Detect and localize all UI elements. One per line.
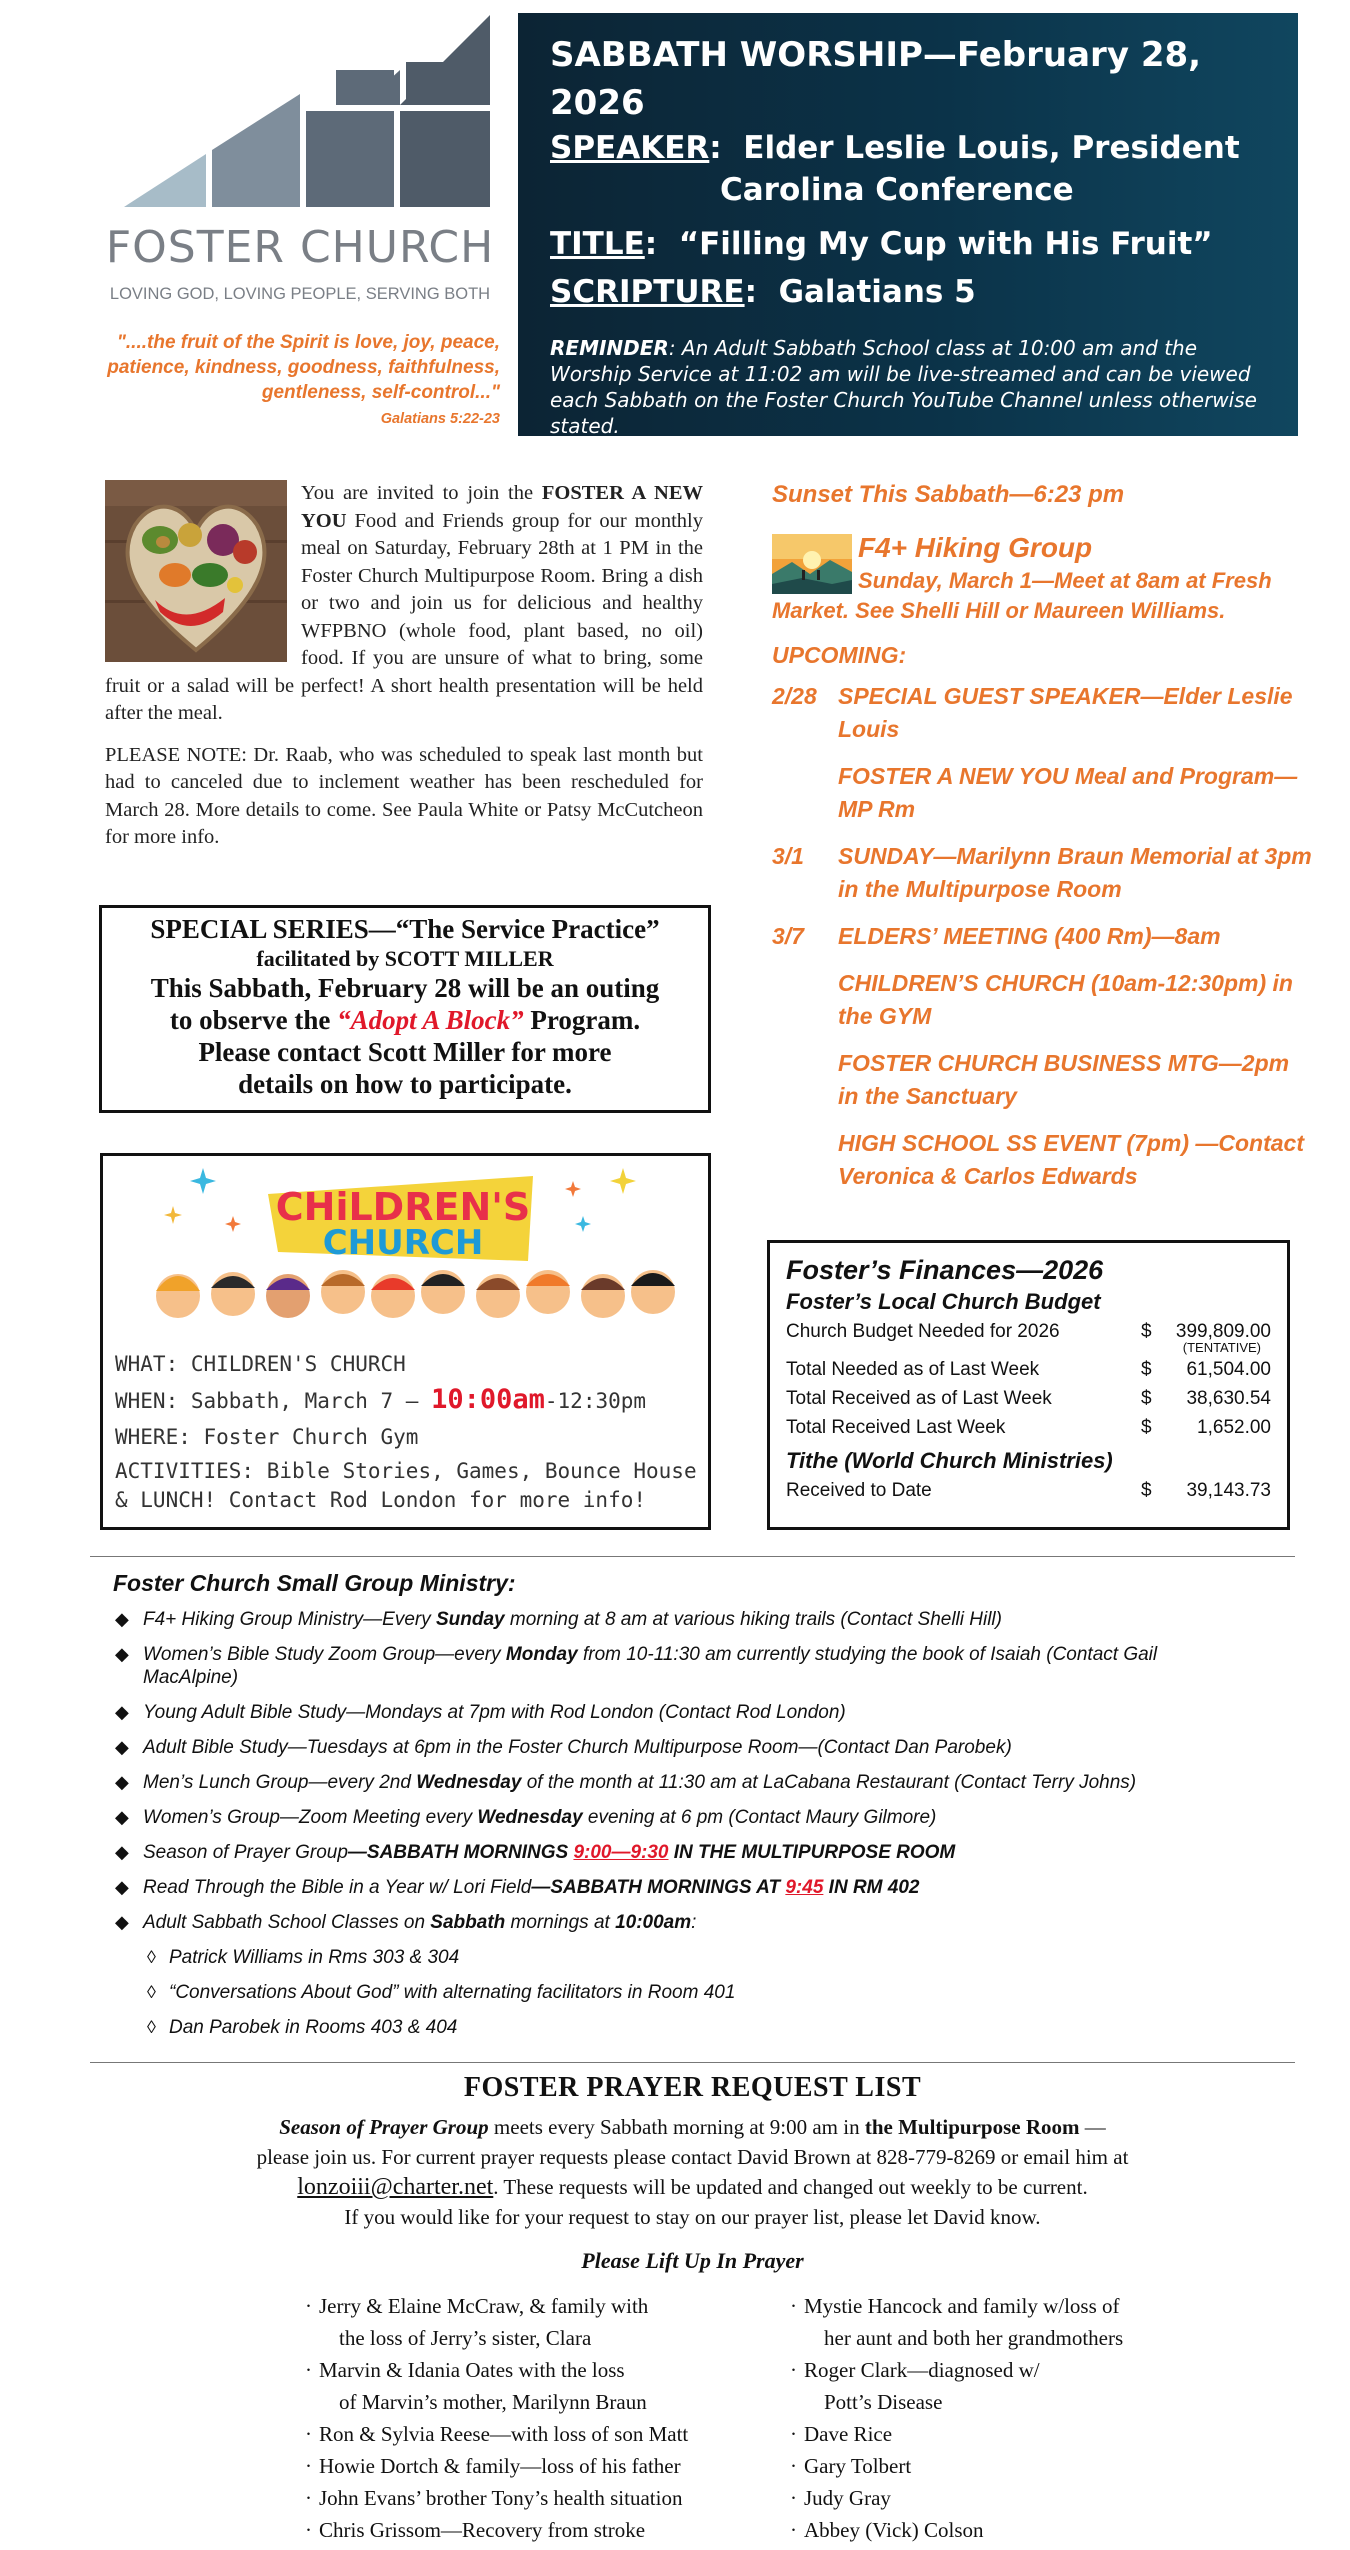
- speaker-name: Elder Leslie Louis, President: [743, 130, 1240, 166]
- event-date: [772, 1127, 838, 1193]
- hiking-title: F4+ Hiking Group: [858, 532, 1093, 563]
- item-text: Read Through the Bible in a Year w/ Lori Field: [143, 1877, 532, 1898]
- list-item: [113, 1736, 1233, 1759]
- item-text: Young Adult Bible Study—Mondays at 7pm with Rod London (Contact Rod London): [143, 1702, 846, 1723]
- list-item: [113, 1911, 1233, 1934]
- prayer-text: Dave Rice: [804, 2422, 893, 2446]
- scripture-row: SCRIPTURE: Galatians 5: [550, 274, 976, 310]
- what-label: WHAT:: [115, 1352, 179, 1376]
- dot-bullet-icon: ·: [790, 2294, 797, 2318]
- prayer-item: [305, 2514, 785, 2546]
- event-item: [772, 1047, 1312, 1113]
- adopt-a-block: “Adopt A Block”: [337, 1005, 524, 1035]
- fany-text-a: You are invited to join the: [301, 482, 542, 504]
- dot-bullet-icon: ·: [305, 2358, 312, 2382]
- list-item: [113, 1806, 1233, 1829]
- prayer-text-cont: of Marvin’s mother, Marilynn Braun: [339, 2390, 647, 2414]
- prayer-intro-text: meets every Sabbath morning at 9:00 am in: [488, 2115, 865, 2139]
- prayer-text: John Evans’ brother Tony’s health situation: [319, 2486, 683, 2510]
- prayer-location: the Multipurpose Room: [864, 2115, 1080, 2139]
- prayer-text: Roger Clark—diagnosed w/: [804, 2358, 1040, 2382]
- list-item: [113, 1643, 1233, 1689]
- item-text: Women’s Group—Zoom Meeting every: [143, 1807, 478, 1828]
- item-text: —SABBATH MORNINGS: [347, 1842, 574, 1863]
- event-text: ELDERS’ MEETING (400 Rm)—8am: [838, 923, 1221, 949]
- item-text: —SABBATH MORNINGS AT: [531, 1877, 786, 1898]
- reminder-label: REMINDER: [550, 336, 669, 360]
- prayer-intro-line3: . These requests will be updated and changed out weekly to be current.: [493, 2175, 1088, 2199]
- speaker-row: SPEAKER: Elder Leslie Louis, President: [550, 130, 1240, 166]
- item-day: Sabbath: [430, 1912, 506, 1933]
- item-text: F4+ Hiking Group Ministry—Every: [143, 1609, 436, 1630]
- item-text: Dan Parobek in Rooms 403 & 404: [169, 2017, 458, 2038]
- kids-when: [115, 1382, 700, 1419]
- event-date: 2/28: [772, 683, 817, 709]
- prayer-item: [790, 2482, 1210, 2514]
- dot-bullet-icon: ·: [790, 2518, 797, 2542]
- fany-group-name: FOSTER A NEW YOU: [301, 482, 704, 532]
- list-item: [113, 1876, 1233, 1899]
- prayer-request-section: [90, 2070, 1295, 2276]
- speaker-affiliation: Carolina Conference: [720, 172, 1074, 208]
- item-day: Wednesday: [477, 1807, 583, 1828]
- when-start-time: 10:00am: [431, 1384, 545, 1415]
- finance-value: 61,504.00: [1186, 1359, 1271, 1380]
- sub-list-item: [113, 2016, 1233, 2039]
- divider: [90, 2062, 1295, 2063]
- activities-label: ACTIVITIES:: [115, 1459, 255, 1483]
- event-text: FOSTER CHURCH BUSINESS MTG—2pm in the Sanctuary: [838, 1050, 1290, 1109]
- event-text: FOSTER A NEW YOU Meal and Program—MP Rm: [838, 763, 1298, 822]
- event-item: [772, 1127, 1312, 1193]
- dot-bullet-icon: ·: [305, 2294, 312, 2318]
- prayer-intro-line4: If you would like for your request to stay on our prayer list, please let David know.: [344, 2205, 1041, 2229]
- dot-bullet-icon: ·: [305, 2518, 312, 2542]
- item-text: of the month at 11:30 am at LaCabana Restaurant (Contact Terry Johns): [521, 1772, 1137, 1793]
- event-date: [772, 1047, 838, 1113]
- diamond-bullet-icon: ◆: [115, 1609, 129, 1629]
- hiking-icon: [772, 534, 852, 594]
- finance-row: [786, 1355, 1271, 1384]
- prayer-intro-text: —: [1079, 2115, 1106, 2139]
- item-text: Patrick Williams in Rms 303 & 304: [169, 1947, 460, 1968]
- event-text: CHILDREN’S CHURCH (10am-12:30pm) in the GYM: [838, 970, 1293, 1029]
- diamond-bullet-icon: ◆: [115, 1737, 129, 1757]
- prayer-text: Judy Gray: [804, 2486, 891, 2510]
- prayer-item: [305, 2354, 785, 2418]
- kids-what: [115, 1346, 700, 1382]
- item-day: Monday: [505, 1644, 578, 1665]
- series-title: SPECIAL SERIES—“The Service Practice”: [150, 914, 660, 944]
- small-group-ministry: [113, 1568, 1233, 2051]
- sub-list-item: [113, 1981, 1233, 2004]
- list-item: [113, 1608, 1233, 1631]
- sunset-time: Sunset This Sabbath—6:23 pm: [772, 481, 1125, 508]
- item-text: Men’s Lunch Group—every 2nd: [143, 1772, 417, 1793]
- finance-row: [786, 1413, 1271, 1442]
- where-value: Foster Church Gym: [190, 1425, 419, 1449]
- item-day: Wednesday: [416, 1772, 522, 1793]
- finance-row: [786, 1384, 1271, 1413]
- scripture-label: SCRIPTURE: [550, 274, 745, 310]
- prayer-item: [305, 2290, 785, 2354]
- dot-bullet-icon: ·: [790, 2486, 797, 2510]
- title-label: TITLE: [550, 226, 645, 262]
- prayer-item: [790, 2514, 1210, 2546]
- when-end-time: -12:30pm: [544, 1389, 647, 1413]
- prayer-item: [305, 2418, 785, 2450]
- diamond-bullet-icon: ◆: [115, 1807, 129, 1827]
- logo-name: FOSTER CHURCH: [105, 222, 495, 273]
- finances-box: [767, 1240, 1290, 1530]
- prayer-list-right: [790, 2290, 1210, 2546]
- foster-a-new-you-section: [105, 480, 703, 866]
- sub-list-item: [113, 1946, 1233, 1969]
- finance-value: 1,652.00: [1197, 1417, 1271, 1438]
- worship-title: SABBATH WORSHIP—February 28, 2026: [550, 35, 1202, 123]
- series-line-4a: to observe the: [169, 1005, 338, 1035]
- item-text: Adult Sabbath School Classes on: [143, 1912, 431, 1933]
- item-text: evening at 6 pm (Contact Maury Gilmore): [582, 1807, 937, 1828]
- event-date: [772, 760, 838, 826]
- finances-title: Foster’s Finances—2026: [786, 1255, 1104, 1285]
- dot-bullet-icon: ·: [790, 2422, 797, 2446]
- lift-up-heading: Please Lift Up In Prayer: [581, 2248, 804, 2273]
- prayer-item: [305, 2482, 785, 2514]
- event-date: 3/7: [772, 923, 804, 949]
- dot-bullet-icon: ·: [305, 2486, 312, 2510]
- verse-reference: Galatians 5:22-23: [380, 411, 500, 427]
- series-line-5: Please contact Scott Miller for more: [198, 1037, 612, 1067]
- scripture-verse: [80, 330, 500, 432]
- item-day: Sunday: [436, 1609, 505, 1630]
- finance-label: Total Needed as of Last Week: [786, 1359, 1040, 1380]
- sermon-title: “Filling My Cup with His Fruit”: [678, 226, 1213, 262]
- hiking-group: [772, 530, 1312, 626]
- finance-label: Total Received as of Last Week: [786, 1388, 1052, 1409]
- tentative-note: (TENTATIVE): [1182, 1340, 1261, 1355]
- event-date: [772, 967, 838, 1033]
- speaker-label: SPEAKER: [550, 130, 710, 166]
- series-line-4: [102, 1004, 708, 1036]
- diamond-bullet-icon: ◆: [115, 1877, 129, 1897]
- prayer-intro-line2: please join us. For current prayer requests please contact David Brown at 828-779-8269 or email him at: [256, 2145, 1129, 2169]
- item-text: “Conversations About God” with alternating facilitators in Room 401: [169, 1982, 736, 2003]
- event-item: [772, 967, 1312, 1033]
- logo-tagline: LOVING GOD, LOVING PEOPLE, SERVING BOTH: [109, 285, 491, 303]
- kids-banner-top: CHiLDREN'S: [275, 1185, 531, 1229]
- prayer-text: Abbey (Vick) Colson: [804, 2518, 984, 2542]
- finance-row: [786, 1476, 1271, 1505]
- item-text: mornings at: [505, 1912, 616, 1933]
- series-facilitator: facilitated by SCOTT MILLER: [256, 946, 554, 971]
- event-text: SUNDAY—Marilynn Braun Memorial at 3pm in the Multipurpose Room: [838, 843, 1312, 902]
- list-item: [113, 1771, 1233, 1794]
- diamond-bullet-icon: ◆: [115, 1772, 129, 1792]
- kids-banner-bottom: CHURCH: [322, 1223, 484, 1263]
- diamond-bullet-icon: ◆: [115, 1644, 129, 1664]
- finance-currency: $: [1141, 1417, 1152, 1438]
- prayer-text-cont: her aunt and both her grandmothers: [824, 2326, 1124, 2350]
- children-faces-icon: [156, 1270, 675, 1318]
- prayer-item: [790, 2354, 1210, 2418]
- finance-label: Church Budget Needed for 2026: [786, 1321, 1060, 1342]
- event-date: 3/1: [772, 843, 804, 869]
- hollow-diamond-icon: ◊: [147, 1947, 156, 1967]
- prayer-email-link[interactable]: lonzoiii@charter.net: [297, 2174, 494, 2200]
- finance-label: Total Received Last Week: [786, 1417, 1006, 1438]
- finance-currency: $: [1141, 1359, 1152, 1380]
- finance-value: 38,630.54: [1186, 1388, 1271, 1409]
- prayer-text: Gary Tolbert: [804, 2454, 912, 2478]
- activities-value: Bible Stories, Games, Bounce House & LUNCH! Contact Rod London for more info!: [115, 1459, 697, 1512]
- verse-text: "....the fruit of the Spirit is love, joy, peace, patience, kindness, goodness, faithfulness, gentleness, self-control...": [107, 332, 500, 403]
- finance-label: Received to Date: [786, 1480, 932, 1501]
- prayer-item: [790, 2290, 1210, 2354]
- event-text: SPECIAL GUEST SPEAKER—Elder Leslie Louis: [838, 683, 1293, 742]
- prayer-title: FOSTER PRAYER REQUEST LIST: [463, 2072, 922, 2103]
- heart-bowl-icon: [105, 480, 287, 662]
- finance-currency: $: [1141, 1388, 1152, 1409]
- logo-mark-icon: [100, 10, 500, 220]
- what-value: CHILDREN'S CHURCH: [178, 1352, 406, 1376]
- fany-text-b: Food and Friends group for our monthly meal on Saturday, February 28th at 1 PM in the Foster Church Multipurpose Room. Bring a dish or two and join us for delicious and healthy WFPBNO (whole food, plant based, no oil) food. If you are unsure of what to bring, some fruit or a salad will be perfect! A short health presentation will be held after the meal.: [105, 509, 703, 724]
- item-text: from 10-11:30 am currently studying the book of Isaiah (Contact Gail MacAlpine): [143, 1644, 1158, 1688]
- prayer-item: [305, 2450, 785, 2482]
- kids-where: [115, 1419, 700, 1455]
- event-item: [772, 920, 1312, 953]
- prayer-text: Chris Grissom—Recovery from stroke: [319, 2518, 646, 2542]
- item-text: Women’s Bible Study Zoom Group—every: [143, 1644, 506, 1665]
- dot-bullet-icon: ·: [305, 2422, 312, 2446]
- item-text: Season of Prayer Group: [143, 1842, 348, 1863]
- prayer-item: [790, 2418, 1210, 2450]
- tithe-title: Tithe (World Church Ministries): [786, 1448, 1113, 1473]
- series-line-3: This Sabbath, February 28 will be an outing: [150, 973, 660, 1003]
- small-group-title: Foster Church Small Group Ministry:: [113, 1570, 516, 1596]
- dot-bullet-icon: ·: [790, 2454, 797, 2478]
- sermon-title-row: TITLE: “Filling My Cup with His Fruit”: [550, 226, 1213, 262]
- when-label: WHEN:: [115, 1389, 179, 1413]
- prayer-intro: [90, 2112, 1295, 2232]
- reminder-text: [550, 335, 1278, 439]
- church-logo: [100, 10, 500, 310]
- kids-info: [115, 1346, 700, 1515]
- finance-currency: $: [1141, 1480, 1152, 1501]
- divider: [90, 1556, 1295, 1557]
- prayer-text: Howie Dortch & family—loss of his father: [319, 2454, 681, 2478]
- prayer-text: Ron & Sylvia Reese—with loss of son Matt: [319, 2422, 689, 2446]
- finance-currency: $: [1141, 1321, 1152, 1342]
- local-budget-title: Foster’s Local Church Budget: [786, 1289, 1101, 1314]
- item-time: 9:45: [785, 1877, 824, 1898]
- reminder-body: : An Adult Sabbath School class at 10:00 am and the Worship Service at 11:02 am will be live-streamed and can be viewed each Sabbath on the Foster Church YouTube Channel unless otherwise stated.: [550, 336, 1257, 438]
- prayer-text: Jerry & Elaine McCraw, & family with: [319, 2294, 649, 2318]
- hollow-diamond-icon: ◊: [147, 1982, 156, 2002]
- diamond-bullet-icon: ◆: [115, 1842, 129, 1862]
- diamond-bullet-icon: ◆: [115, 1912, 129, 1932]
- fany-note: PLEASE NOTE: Dr. Raab, who was scheduled to speak last month but had to canceled due to inclement weather has been rescheduled for March 28. More details to come. See Paula White or Patsy McCutcheon for more info.: [105, 743, 703, 848]
- list-item: [113, 1841, 1233, 1864]
- dot-bullet-icon: ·: [790, 2358, 797, 2382]
- item-text: IN THE MULTIPURPOSE ROOM: [668, 1842, 956, 1863]
- special-series-box: [99, 905, 711, 1113]
- event-text: HIGH SCHOOL SS EVENT (7pm) —Contact Veronica & Carlos Edwards: [838, 1130, 1305, 1189]
- event-item: [772, 680, 1312, 746]
- prayer-text-cont: the loss of Jerry’s sister, Clara: [339, 2326, 592, 2350]
- childrens-church-box: [100, 1153, 711, 1530]
- worship-banner: [518, 13, 1298, 436]
- prayer-text: Marvin & Idania Oates with the loss: [319, 2358, 625, 2382]
- where-label: WHERE:: [115, 1425, 191, 1449]
- list-item: [113, 1701, 1233, 1724]
- diamond-bullet-icon: ◆: [115, 1702, 129, 1722]
- item-text: IN RM 402: [823, 1877, 920, 1898]
- prayer-group-name: Season of Prayer Group: [279, 2115, 489, 2139]
- series-line-6: details on how to participate.: [238, 1069, 572, 1099]
- finance-value: 39,143.73: [1186, 1480, 1271, 1501]
- prayer-text-cont: Pott’s Disease: [824, 2390, 943, 2414]
- when-date: Sabbath, March 7 —: [178, 1389, 432, 1413]
- item-text: Adult Bible Study—Tuesdays at 6pm in the Foster Church Multipurpose Room—(Contact Dan Parobek): [143, 1737, 1012, 1758]
- prayer-text: Mystie Hancock and family w/loss of: [804, 2294, 1120, 2318]
- events-column: [772, 480, 1312, 1193]
- dot-bullet-icon: ·: [305, 2454, 312, 2478]
- scripture-value: Galatians 5: [778, 274, 976, 310]
- item-text: :: [691, 1912, 697, 1933]
- healthy-food-image: [105, 480, 287, 662]
- item-text: morning at 8 am at various hiking trails (Contact Shelli Hill): [504, 1609, 1002, 1630]
- event-item: [772, 840, 1312, 906]
- finance-value: 399,809.00: [1175, 1321, 1271, 1342]
- series-line-4c: Program.: [523, 1005, 641, 1035]
- hiking-detail: Sunday, March 1—Meet at 8am at Fresh Market. See Shelli Hill or Maureen Williams.: [772, 568, 1272, 623]
- childrens-church-artwork: [103, 1156, 708, 1331]
- item-time: 9:00—9:30: [573, 1842, 669, 1863]
- upcoming-heading: UPCOMING:: [772, 642, 907, 668]
- item-time: 10:00am: [615, 1912, 692, 1933]
- prayer-list-left: [305, 2290, 785, 2546]
- event-item: [772, 760, 1312, 826]
- prayer-item: [790, 2450, 1210, 2482]
- hollow-diamond-icon: ◊: [147, 2017, 156, 2037]
- kids-activities: [115, 1457, 700, 1515]
